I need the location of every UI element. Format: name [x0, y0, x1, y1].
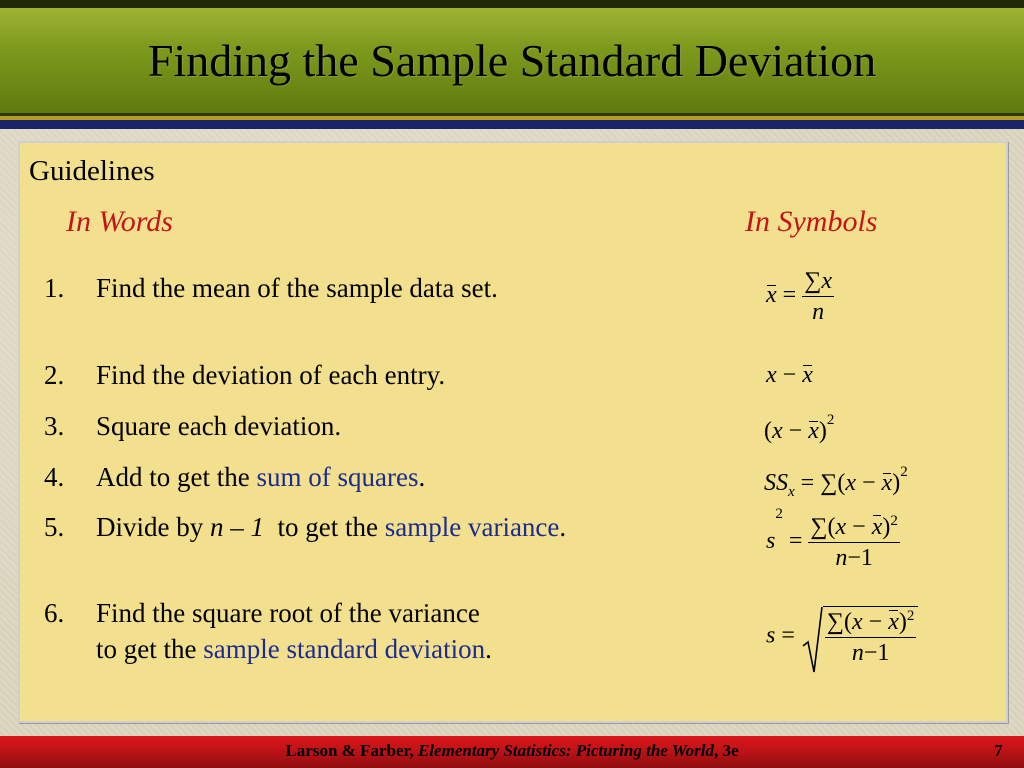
step-text [96, 595, 496, 667]
s-variable: s [766, 622, 776, 649]
navy-divider [0, 120, 1024, 129]
step-text [96, 459, 596, 495]
step-number: 5. [44, 512, 65, 542]
x-variable: x [772, 418, 783, 444]
ss-label: SS [764, 470, 788, 496]
equals-sign: = [781, 622, 795, 649]
footer-book-title: Elementary Statistics: Picturing the World [418, 741, 714, 760]
guidelines-heading: Guidelines [29, 155, 155, 187]
step-text-post: . [418, 462, 426, 492]
fraction-denominator: n [812, 299, 825, 325]
minus-sign: − [852, 514, 866, 540]
term-sample-standard-deviation: sample standard deviation [203, 634, 486, 664]
right-paren: ) [898, 609, 907, 635]
fraction-numerator [802, 266, 834, 297]
right-paren: ) [892, 470, 901, 496]
minus-sign: − [861, 470, 876, 496]
exponent: 2 [906, 608, 915, 624]
exponent: 2 [890, 513, 898, 529]
x-bar: x [766, 282, 777, 309]
ss-subscript: x [788, 484, 795, 500]
fraction-numerator [808, 512, 899, 543]
x-variable: x [845, 470, 856, 496]
step-text: Find the deviation of each entry. [96, 360, 446, 390]
x-bar: x [888, 609, 899, 635]
step-text-pre: Find the square root of the variance to get the [96, 598, 480, 664]
x-variable: x [835, 514, 847, 540]
step-text: Find the mean of the sample data set. [96, 273, 498, 303]
sum-symbol: ∑ [810, 514, 828, 540]
x-bar: x [881, 470, 893, 496]
formula-mean [766, 266, 834, 327]
step-text [96, 509, 586, 545]
minus-sign: − [863, 640, 878, 666]
equals-sign: = [782, 282, 797, 309]
term-sample-variance: sample variance [384, 512, 560, 542]
in-words-heading: In Words [66, 205, 173, 238]
step-text-pre: Add to get the [96, 462, 257, 492]
variance-fraction [808, 512, 899, 573]
right-paren: ) [818, 418, 827, 444]
one: 1 [877, 640, 890, 666]
right-paren: ) [882, 514, 891, 540]
sum-symbol: ∑ [820, 470, 838, 496]
minus-sign: − [868, 609, 883, 635]
equals-sign: = [788, 528, 803, 555]
equals-sign: = [800, 470, 815, 496]
step-text-pre: Divide by [96, 512, 210, 542]
step-text: Square each deviation. [96, 411, 342, 441]
footer-authors: Larson & Farber, [285, 741, 418, 760]
step-number: 4. [44, 462, 65, 492]
step-number: 6. [44, 598, 65, 628]
fraction-denominator [825, 638, 916, 668]
formula-deviation [766, 362, 813, 389]
fraction-denominator [808, 543, 899, 573]
footer-citation [0, 741, 1024, 761]
radical-sign-icon [801, 606, 823, 676]
x-bar: x [871, 514, 883, 540]
radicand [823, 606, 918, 668]
mean-fraction [802, 266, 834, 327]
x-variable: x [852, 609, 863, 635]
formula-squared-deviation [764, 412, 835, 445]
left-paren: ( [827, 514, 836, 540]
minus-sign: − [788, 418, 803, 444]
in-symbols-heading: In Symbols [745, 205, 878, 238]
term-sum-of-squares: sum of squares [256, 462, 419, 492]
footer-edition: , 3e [713, 741, 739, 760]
exponent: 2 [826, 412, 835, 428]
formula-sum-of-squares [764, 464, 908, 500]
step-text-post: . [485, 634, 492, 664]
step-text-mid: to get the [264, 512, 385, 542]
x-variable: x [766, 362, 777, 388]
minus-sign: − [847, 545, 861, 571]
formula-variance [766, 506, 900, 573]
step-number: 3. [44, 411, 65, 441]
slide-title: Finding the Sample Standard Deviation [147, 35, 877, 86]
title-top-line [0, 0, 1024, 8]
x-variable: x [821, 268, 832, 294]
step-number: 1. [44, 273, 65, 303]
n-minus-one: n – 1 [210, 512, 264, 542]
square-root [801, 606, 918, 668]
fraction-numerator [825, 607, 916, 638]
page-number: 7 [994, 741, 1003, 760]
s-variable: s [766, 528, 776, 555]
one: 1 [860, 545, 873, 571]
sum-symbol: ∑ [804, 268, 822, 294]
left-paren: ( [844, 609, 852, 635]
x-bar: x [808, 418, 819, 444]
exponent: 2 [775, 506, 783, 522]
left-paren: ( [764, 418, 772, 444]
exponent: 2 [900, 464, 908, 480]
step-text-post: . [559, 512, 567, 542]
formula-standard-deviation [766, 606, 918, 668]
stdev-fraction [825, 607, 916, 668]
n-variable: n [851, 640, 864, 666]
n-variable: n [835, 545, 848, 571]
minus-sign: − [782, 362, 797, 388]
x-bar: x [802, 362, 813, 388]
step-number: 2. [44, 360, 65, 390]
sum-symbol: ∑ [826, 609, 844, 635]
left-paren: ( [837, 470, 846, 496]
